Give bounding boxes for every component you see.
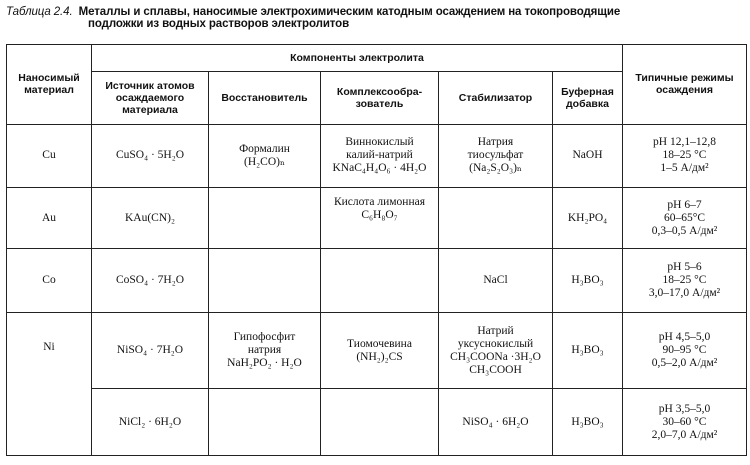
cell-reducer — [209, 124, 321, 187]
cell-line: уксуснокислый — [457, 337, 534, 350]
table-row-ni-2 — [7, 389, 747, 456]
table-number: Таблица 2.4. — [6, 6, 73, 18]
cell-line: Кислота лимонная — [333, 196, 426, 209]
header-row-1 — [7, 45, 747, 72]
table-row-cu — [7, 124, 747, 187]
cell-line: Гипофосфит — [233, 331, 296, 344]
header-reducer: Восстановитель — [209, 71, 321, 124]
cell-line: 90–95 °C — [662, 344, 707, 357]
cell-reducer — [209, 312, 321, 389]
cell-line: (NH₂)₂CS — [356, 350, 403, 363]
header-source: Источник атомов осаждаемого материала — [92, 71, 209, 124]
cell-buffer: H₃BO₃ — [553, 249, 623, 312]
cell-buffer: H₃BO₃ — [553, 312, 623, 389]
cell-modes — [623, 249, 747, 312]
cell-line: калий-натрий — [346, 149, 413, 162]
header-material: Наносимый материал — [7, 45, 92, 125]
cell-line: 1–5 А/дм² — [660, 162, 709, 175]
cell-line: pH 4,5–5,0 — [658, 331, 711, 344]
cell-line: 18–25 °C — [662, 274, 707, 287]
cell-line: Тиомочевина — [347, 337, 412, 350]
cell-line: CH₃COOH — [469, 363, 522, 376]
header-components-group: Компоненты электролита — [92, 45, 623, 72]
cell-line: 3,0–17,0 А/дм² — [648, 287, 721, 300]
cell-line: CH₃COONa ·3H₂O — [450, 350, 541, 363]
cell-stabilizer: NiSO₄ · 6H₂O — [439, 389, 553, 456]
cell-line: (H₂CO)ₙ — [244, 155, 285, 168]
cell-line: Виннокислый — [345, 136, 414, 149]
cell-modes — [623, 389, 747, 456]
cell-stabilizer — [439, 124, 553, 187]
cell-source: KAu(CN)₂ — [92, 188, 209, 249]
cell-line: KNaC₄H₄O₆ · 4H₂O — [332, 162, 427, 175]
cell-buffer: KH₂PO₄ — [553, 188, 623, 249]
cell-modes — [623, 124, 747, 187]
cell-modes — [623, 312, 747, 389]
cell-buffer: H₃BO₃ — [553, 389, 623, 456]
cell-modes — [623, 188, 747, 249]
cell-stabilizer — [439, 312, 553, 389]
cell-source: CuSO₄ · 5H₂O — [92, 124, 209, 187]
cell-buffer: NaOH — [553, 124, 623, 187]
table-row-au — [7, 188, 747, 249]
header-stabilizer: Стабилизатор — [439, 71, 553, 124]
cell-line: Формалин — [239, 142, 290, 155]
cell-complex — [321, 249, 439, 312]
cell-material: Co — [7, 249, 92, 312]
cell-line: Натрия — [477, 136, 514, 149]
cell-line: pH 3,5–5,0 — [658, 402, 711, 415]
cell-complex — [321, 188, 439, 249]
cell-reducer — [209, 389, 321, 456]
caption-line-1: Металлы и сплавы, наносимые электрохимическим катодным осаждением на токопроводящие — [78, 6, 621, 18]
cell-reducer — [209, 249, 321, 312]
cell-complex — [321, 389, 439, 456]
electrolyte-table — [6, 44, 747, 456]
header-complex: Комплексообра-зователь — [321, 71, 439, 124]
cell-line: натрия — [247, 344, 282, 357]
cell-source: NiCl₂ · 6H₂O — [92, 389, 209, 456]
cell-reducer — [209, 188, 321, 249]
cell-line: 0,5–2,0 А/дм² — [651, 357, 718, 370]
cell-line: NaH₂PO₂ · H₂O — [227, 357, 302, 370]
caption-line-2: подложки из водных растворов электролитов — [88, 18, 350, 30]
cell-complex — [321, 312, 439, 389]
cell-line: 60–65°C — [663, 211, 706, 224]
cell-stabilizer: NaCl — [439, 249, 553, 312]
table-caption — [6, 6, 744, 30]
cell-source: NiSO₄ · 7H₂O — [92, 312, 209, 389]
cell-line: (Na₂S₂O₃)ₙ — [469, 162, 522, 175]
table-row-ni-1 — [7, 312, 747, 389]
table-row-co — [7, 249, 747, 312]
cell-material: Au — [7, 188, 92, 249]
cell-material: Cu — [7, 124, 92, 187]
header-modes: Типичные режимы осаждения — [623, 45, 747, 125]
cell-line: тиосульфат — [467, 149, 524, 162]
cell-line: 0,3–0,5 А/дм² — [651, 224, 718, 237]
cell-stabilizer — [439, 188, 553, 249]
cell-line: Натрий — [477, 324, 514, 337]
cell-line: 18–25 °C — [662, 149, 707, 162]
cell-line: 30–60 °C — [662, 415, 707, 428]
cell-complex — [321, 124, 439, 187]
cell-source: CoSO₄ · 7H₂O — [92, 249, 209, 312]
cell-line: pH 12,1–12,8 — [653, 136, 716, 149]
cell-line: 2,0–7,0 А/дм² — [651, 428, 718, 441]
cell-line: pH 6–7 — [667, 198, 702, 211]
cell-material: Ni — [7, 312, 92, 455]
cell-line: pH 5–6 — [667, 261, 702, 274]
cell-line: C₆H₈O₇ — [361, 209, 398, 222]
header-buffer: Буферная добавка — [553, 71, 623, 124]
